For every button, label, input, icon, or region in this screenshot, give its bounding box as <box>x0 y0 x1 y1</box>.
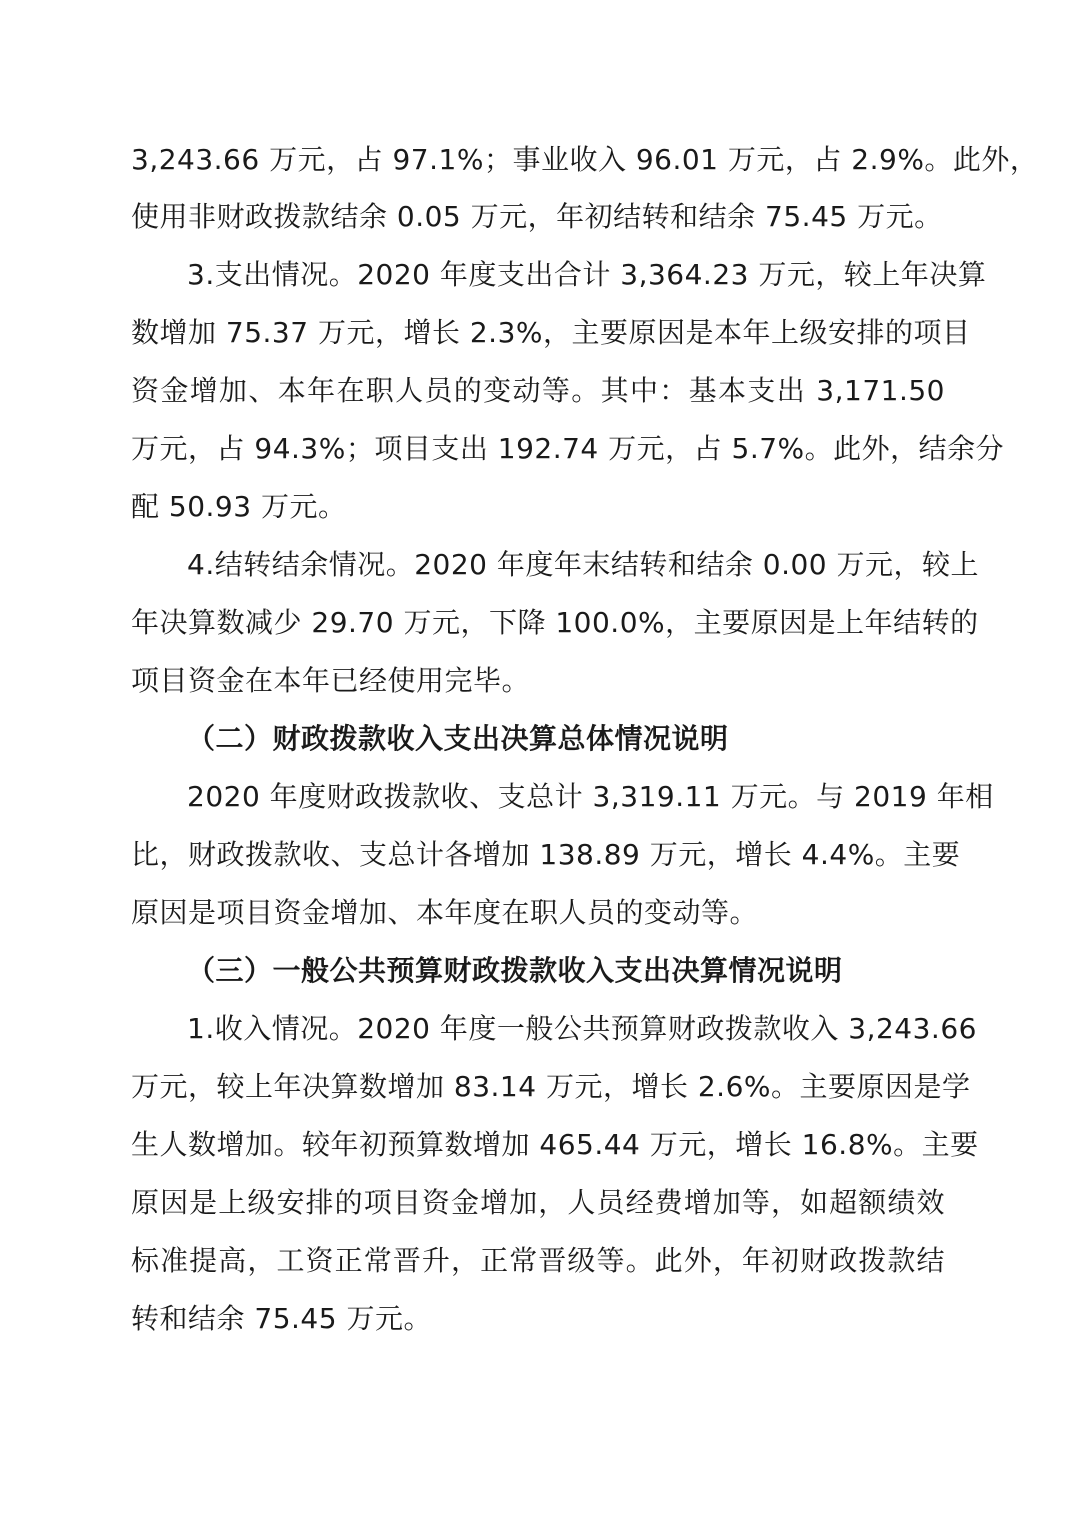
paragraph-first-line: 4.结转结余情况。2020 年度年末结转和结余 0.00 万元，较上 <box>187 548 980 581</box>
body-text-line: 数增加 75.37 万元，增长 2.3%，主要原因是本年上级安排的项目 <box>131 316 971 349</box>
paragraph-first-line: 2020 年度财政拨款收、支总计 3,319.11 万元。与 2019 年相 <box>187 780 994 813</box>
section-heading: （二）财政拨款收入支出决算总体情况说明 <box>187 722 729 755</box>
body-text-line: 比，财政拨款收、支总计各增加 138.89 万元，增长 4.4%。主要 <box>131 838 961 871</box>
paragraph-first-line: 3.支出情况。2020 年度支出合计 3,364.23 万元，较上年决算 <box>187 258 987 291</box>
body-text-line: 3,243.66 万元，占 97.1%；事业收入 96.01 万元，占 2.9%。此外， <box>131 143 1039 176</box>
section-heading: （三）一般公共预算财政拨款收入支出决算情况说明 <box>187 954 843 987</box>
body-text-line: 标准提高，工资正常晋升，正常晋级等。此外，年初财政拨款结 <box>131 1244 945 1277</box>
body-text-line: 项目资金在本年已经使用完毕。 <box>131 664 531 697</box>
body-text-line: 年决算数减少 29.70 万元，下降 100.0%，主要原因是上年结转的 <box>131 606 979 639</box>
paragraph-first-line: 1.收入情况。2020 年度一般公共预算财政拨款收入 3,243.66 <box>187 1012 977 1045</box>
body-text-line: 转和结余 75.45 万元。 <box>131 1302 432 1335</box>
body-text-line: 原因是项目资金增加、本年度在职人员的变动等。 <box>131 896 759 929</box>
body-text-line: 使用非财政拨款结余 0.05 万元，年初结转和结余 75.45 万元。 <box>131 200 943 233</box>
body-text-line: 生人数增加。较年初预算数增加 465.44 万元，增长 16.8%。主要 <box>131 1128 979 1161</box>
body-text-line: 原因是上级安排的项目资金增加，人员经费增加等，如超额绩效 <box>131 1186 945 1219</box>
body-text-line: 资金增加、本年在职人员的变动等。其中：基本支出 3,171.50 <box>131 374 945 407</box>
body-text-line: 配 50.93 万元。 <box>131 490 347 523</box>
body-text-line: 万元，较上年决算数增加 83.14 万元，增长 2.6%。主要原因是学 <box>131 1070 971 1103</box>
body-text-line: 万元，占 94.3%；项目支出 192.74 万元，占 5.7%。此外，结余分 <box>131 432 1005 465</box>
